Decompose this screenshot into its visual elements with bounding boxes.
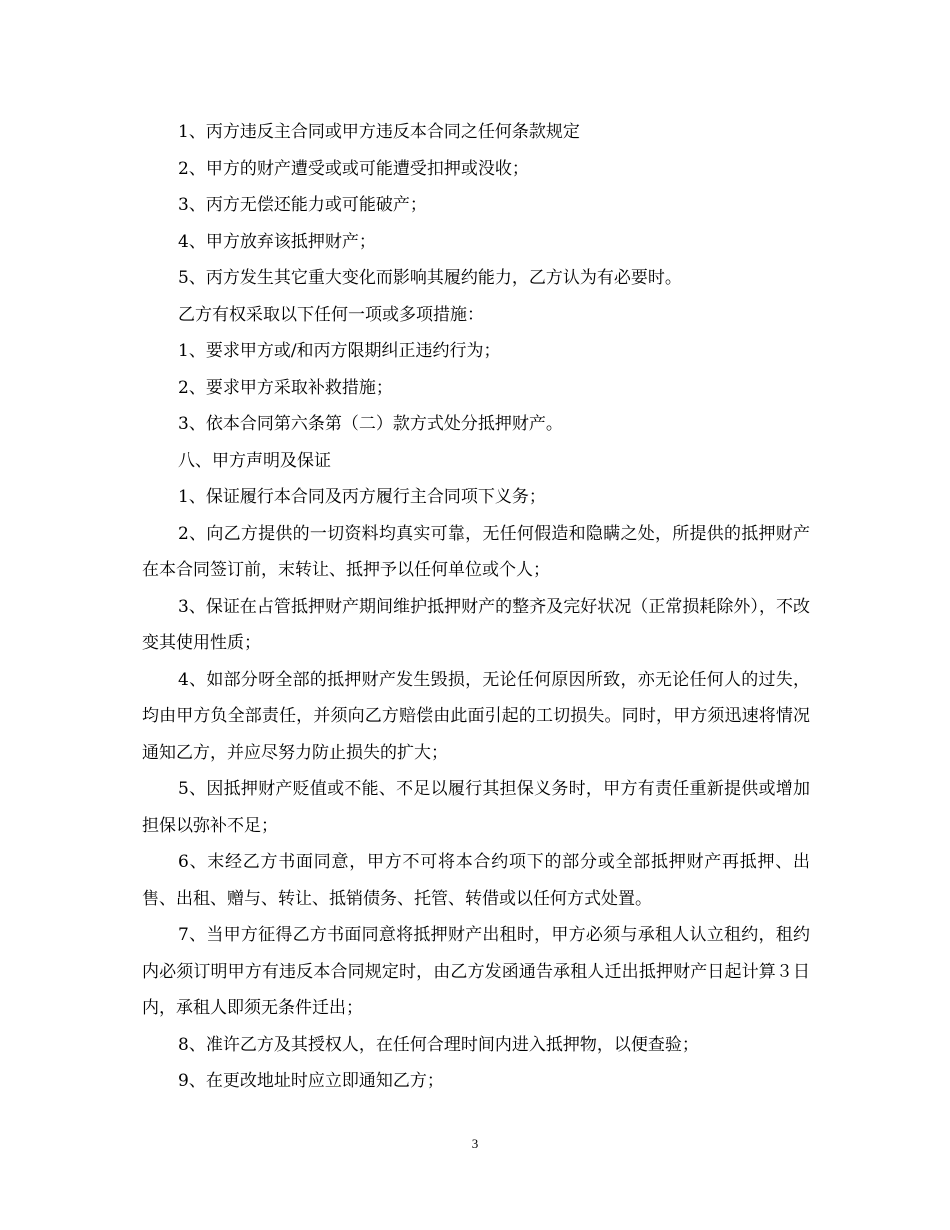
paragraph-5: 5、丙方发生其它重大变化而影响其履约能力，乙方认为有必要时。 — [178, 268, 682, 288]
paragraph-1: 1、丙方违反主合同或甲方违反本合同之任何条款规定 — [178, 122, 580, 142]
paragraph-17: 7、当甲方征得乙方书面同意将抵押财产出租时，甲方必须与承租人认立租约，租约内必须订明甲方有违反本合同规定时，由乙方发函通告承租人迁出抵押财产日起计算３日内，承租人即须无条件迁出； — [142, 925, 810, 1018]
paragraph-2: 2、甲方的财产遭受或或可能遭受扣押或没收； — [178, 158, 529, 179]
paragraph-14: 4、如部分呀全部的抵押财产发生毁损，无论任何原因所致，亦无论任何人的过失，均由甲方负全部责任，并须向乙方赔偿由此面引起的工切损失。同时，甲方须迅速将情况通知乙方，并应尽努力防止损失的扩大； — [142, 669, 810, 763]
paragraph-16: 6、末经乙方书面同意，甲方不可将本合约项下的部分或全部抵押财产再抵押、出售、出租、赠与、转让、抵销债务、托管、转借或以任何方式处置。 — [142, 852, 810, 909]
paragraph-7: 1、要求甲方或/和丙方限期纠正违约行为； — [178, 341, 501, 361]
paragraph-3: 3、丙方无偿还能力或可能破产； — [178, 195, 427, 215]
paragraph-18: 8、准许乙方及其授权人，在任何合理时间内进入抵押物，以便查验； — [178, 1034, 699, 1055]
page-number: 3 — [471, 1136, 479, 1151]
paragraph-13: 3、保证在占管抵押财产期间维护抵押财产的整齐及完好状况（正常损耗除外），不改变其使用性质； — [142, 596, 810, 653]
paragraph-4: 4、甲方放弃该抵押财产； — [178, 231, 376, 252]
paragraph-9: 3、依本合同第六条第（二）款方式处分抵押财产。 — [178, 414, 563, 434]
paragraph-12: 2、向乙方提供的一切资料均真实可靠，无任何假造和隐瞒之处，所提供的抵押财产在本合同签订前，末转让、抵押予以任何单位或个人； — [142, 523, 810, 580]
paragraph-6: 乙方有权采取以下任何一项或多项措施： — [178, 304, 484, 325]
document-body — [142, 114, 810, 1100]
paragraph-11: 1、保证履行本合同及丙方履行主合同项下义务； — [178, 487, 546, 507]
section-heading: 八、甲方声明及保证 — [178, 450, 331, 471]
paragraph-15: 5、因抵押财产贬值或不能、不足以履行其担保义务时，甲方有责任重新提供或增加担保以弥补不足； — [142, 779, 810, 836]
paragraph-8: 2、要求甲方采取补救措施； — [178, 377, 393, 398]
paragraph-19: 9、在更改地址时应立即通知乙方； — [178, 1071, 444, 1091]
